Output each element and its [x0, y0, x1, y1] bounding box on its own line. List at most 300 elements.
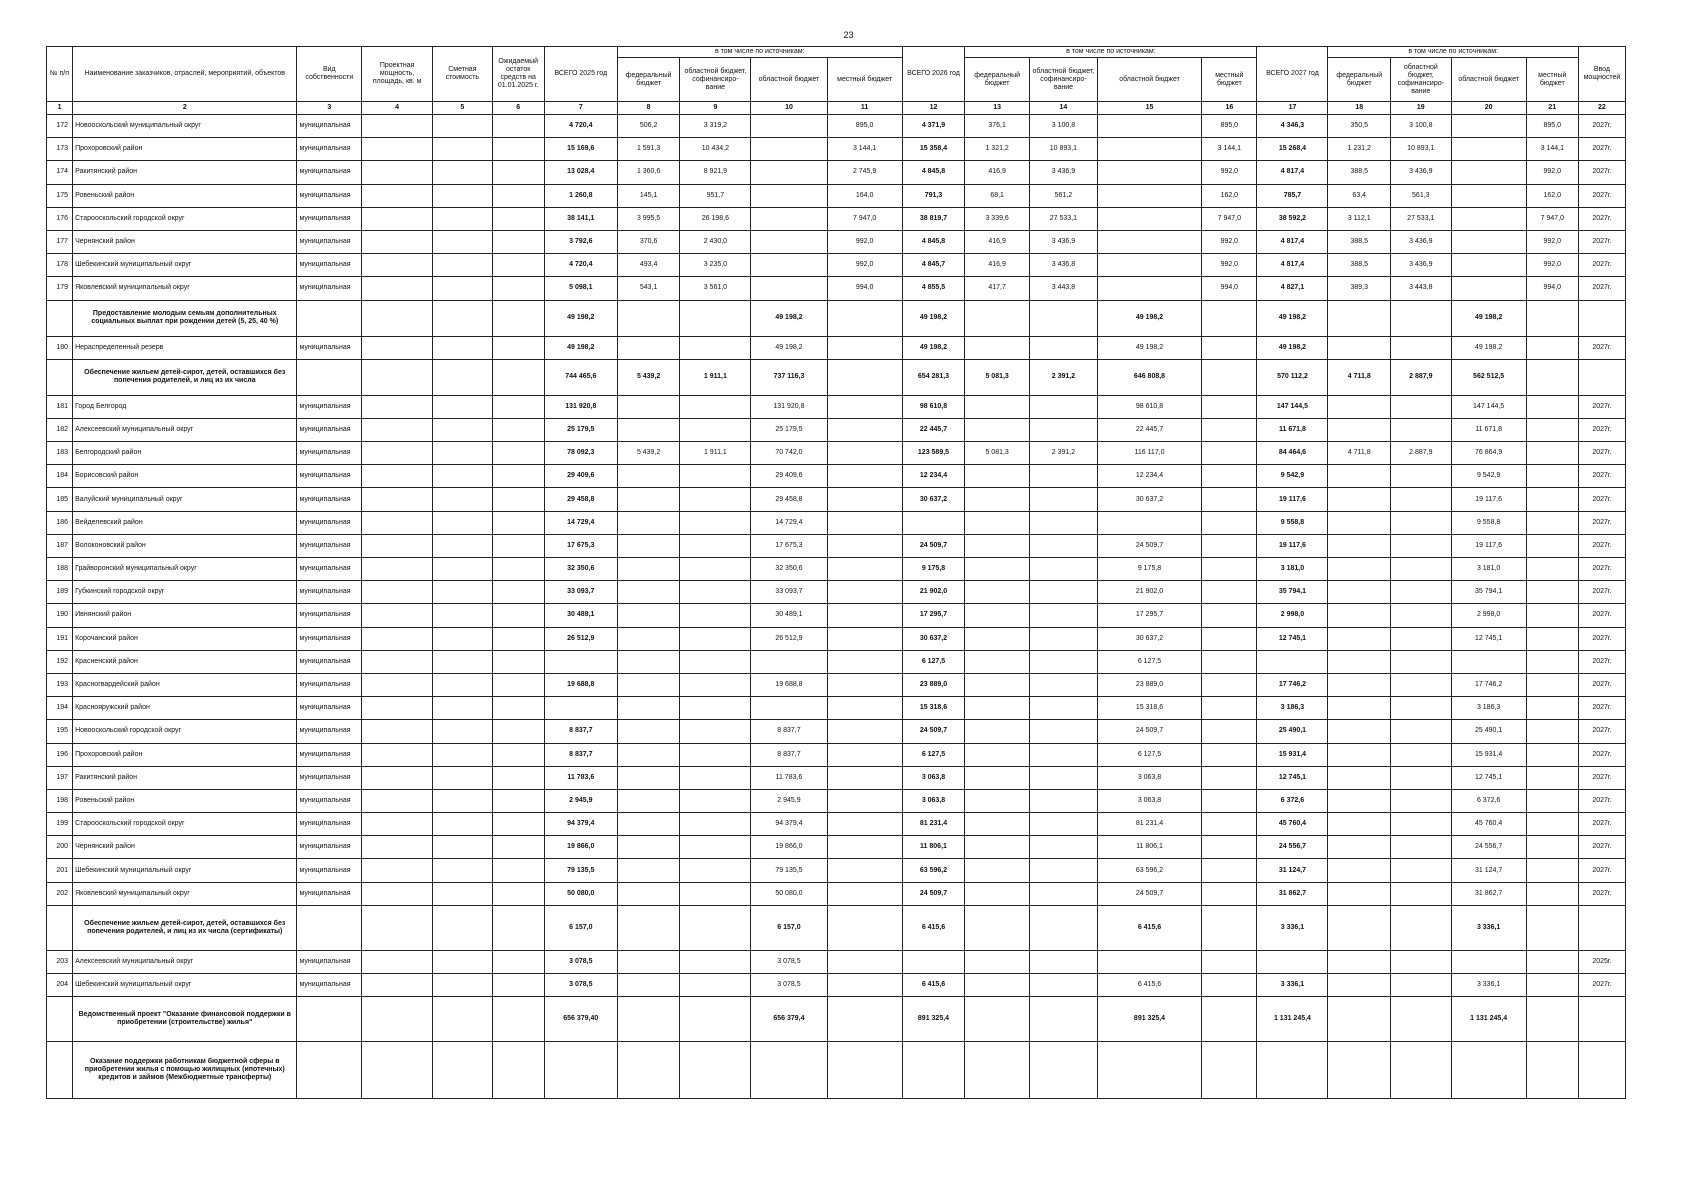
- row-number: 202: [47, 882, 73, 905]
- row-name: Валуйский муниципальный округ: [73, 488, 297, 511]
- commission-year-cell: 2027г.: [1578, 138, 1625, 161]
- row-number: 198: [47, 789, 73, 812]
- regional-2026-cell: 646 808,8: [1097, 359, 1201, 395]
- table-row: [47, 581, 1626, 604]
- row-name: Яковлевский муниципальный округ: [73, 277, 297, 300]
- row-name: Старооскольский городской округ: [73, 207, 297, 230]
- header-remainder: Ожидаемый остаток средств на 01.01.2025 г.: [492, 47, 544, 102]
- commission-year-cell: [1578, 997, 1625, 1042]
- federal-2027-cell: [1328, 336, 1391, 359]
- table-row: [47, 184, 1626, 207]
- row-ownership: муниципальная: [297, 395, 362, 418]
- estimate-cell: [433, 905, 492, 950]
- row-name: Ракитянский район: [73, 161, 297, 184]
- row-name: Предоставление молодым семьям дополнительных социальных выплат при рождении детей (5, 25, 40 %): [73, 300, 297, 336]
- capacity-cell: [362, 859, 433, 882]
- row-ownership: муниципальная: [297, 115, 362, 138]
- total-2027-cell: 4 817,4: [1257, 161, 1328, 184]
- regional-2027-cell: [1451, 184, 1526, 207]
- total-2025-cell: 50 080,0: [544, 882, 617, 905]
- header-local-2025: местный бюджет: [827, 58, 902, 102]
- row-number: 178: [47, 254, 73, 277]
- total-2025-cell: 4 720,4: [544, 254, 617, 277]
- federal-2026-cell: [965, 511, 1030, 534]
- regional-2027-cell: 11 671,8: [1451, 418, 1526, 441]
- row-number: 180: [47, 336, 73, 359]
- total-2026-cell: 654 281,3: [902, 359, 965, 395]
- estimate-cell: [433, 161, 492, 184]
- row-number: [47, 905, 73, 950]
- cofin-2027-cell: [1391, 950, 1452, 973]
- estimate-cell: [433, 604, 492, 627]
- header-regional-2027: областной бюджет: [1451, 58, 1526, 102]
- remainder-cell: [492, 950, 544, 973]
- total-2026-cell: 6 127,5: [902, 650, 965, 673]
- row-name: Ивнянский район: [73, 604, 297, 627]
- estimate-cell: [433, 138, 492, 161]
- cofin-2025-cell: 3 561,0: [680, 277, 751, 300]
- regional-2025-cell: [751, 138, 827, 161]
- local-2026-cell: [1202, 511, 1257, 534]
- row-ownership: муниципальная: [297, 743, 362, 766]
- total-2026-cell: 49 198,2: [902, 300, 965, 336]
- estimate-cell: [433, 950, 492, 973]
- local-2025-cell: [827, 789, 902, 812]
- total-2026-cell: 3 063,8: [902, 789, 965, 812]
- estimate-cell: [433, 673, 492, 696]
- cofin-2025-cell: [680, 488, 751, 511]
- total-2026-cell: 23 889,0: [902, 673, 965, 696]
- total-2025-cell: 6 157,0: [544, 905, 617, 950]
- total-2027-cell: 4 827,1: [1257, 277, 1328, 300]
- federal-2025-cell: 145,1: [617, 184, 680, 207]
- estimate-cell: [433, 720, 492, 743]
- local-2026-cell: [1202, 300, 1257, 336]
- estimate-cell: [433, 558, 492, 581]
- local-2026-cell: 994,0: [1202, 277, 1257, 300]
- regional-2026-cell: 49 198,2: [1097, 336, 1201, 359]
- cofin-2027-cell: [1391, 882, 1452, 905]
- remainder-cell: [492, 418, 544, 441]
- commission-year-cell: 2027г.: [1578, 161, 1625, 184]
- local-2025-cell: 2 745,9: [827, 161, 902, 184]
- remainder-cell: [492, 558, 544, 581]
- row-ownership: муниципальная: [297, 336, 362, 359]
- federal-2027-cell: [1328, 300, 1391, 336]
- commission-year-cell: 2027г.: [1578, 581, 1625, 604]
- local-2026-cell: [1202, 882, 1257, 905]
- total-2025-cell: 19 866,0: [544, 836, 617, 859]
- federal-2027-cell: [1328, 511, 1391, 534]
- total-2026-cell: 891 325,4: [902, 997, 965, 1042]
- federal-2026-cell: [965, 418, 1030, 441]
- table-row: [47, 743, 1626, 766]
- cofin-2026-cell: [1030, 974, 1098, 997]
- cofin-2025-cell: [680, 395, 751, 418]
- row-ownership: муниципальная: [297, 442, 362, 465]
- regional-2025-cell: [751, 115, 827, 138]
- remainder-cell: [492, 442, 544, 465]
- cofin-2027-cell: [1391, 673, 1452, 696]
- federal-2025-cell: [617, 488, 680, 511]
- total-2027-cell: 9 558,8: [1257, 511, 1328, 534]
- row-number: 204: [47, 974, 73, 997]
- header-commission: Ввод мощностей: [1578, 47, 1625, 102]
- table-row: [47, 277, 1626, 300]
- regional-2026-cell: 98 610,8: [1097, 395, 1201, 418]
- regional-2026-cell: 63 596,2: [1097, 859, 1201, 882]
- total-2027-cell: 84 464,6: [1257, 442, 1328, 465]
- capacity-cell: [362, 207, 433, 230]
- row-ownership: муниципальная: [297, 882, 362, 905]
- cofin-2026-cell: [1030, 604, 1098, 627]
- remainder-cell: [492, 627, 544, 650]
- federal-2026-cell: [965, 974, 1030, 997]
- local-2027-cell: [1526, 743, 1578, 766]
- row-name: Шебекинский муниципальный округ: [73, 859, 297, 882]
- cofin-2025-cell: [680, 974, 751, 997]
- estimate-cell: [433, 442, 492, 465]
- total-2027-cell: 4 346,3: [1257, 115, 1328, 138]
- cofin-2025-cell: [680, 950, 751, 973]
- row-number: 174: [47, 161, 73, 184]
- total-2025-cell: 14 729,4: [544, 511, 617, 534]
- federal-2025-cell: [617, 558, 680, 581]
- remainder-cell: [492, 254, 544, 277]
- row-ownership: [297, 905, 362, 950]
- commission-year-cell: 2027г.: [1578, 465, 1625, 488]
- regional-2027-cell: 25 490,1: [1451, 720, 1526, 743]
- regional-2026-cell: [1097, 1042, 1201, 1099]
- regional-2026-cell: 15 318,6: [1097, 697, 1201, 720]
- federal-2027-cell: 350,5: [1328, 115, 1391, 138]
- row-name: Краснояружский район: [73, 697, 297, 720]
- regional-2027-cell: 12 745,1: [1451, 627, 1526, 650]
- cofin-2027-cell: [1391, 300, 1452, 336]
- section-row: [47, 997, 1626, 1042]
- regional-2026-cell: 11 806,1: [1097, 836, 1201, 859]
- regional-2027-cell: 562 512,5: [1451, 359, 1526, 395]
- row-ownership: муниципальная: [297, 836, 362, 859]
- total-2025-cell: 1 260,8: [544, 184, 617, 207]
- cofin-2025-cell: [680, 336, 751, 359]
- row-name: Ракитянский район: [73, 766, 297, 789]
- regional-2025-cell: [751, 650, 827, 673]
- local-2026-cell: [1202, 859, 1257, 882]
- section-row: [47, 359, 1626, 395]
- federal-2026-cell: 416,9: [965, 254, 1030, 277]
- cofin-2025-cell: [680, 697, 751, 720]
- cofin-2026-cell: 2 391,2: [1030, 359, 1098, 395]
- federal-2026-cell: [965, 789, 1030, 812]
- estimate-cell: [433, 488, 492, 511]
- column-number: 14: [1030, 102, 1098, 115]
- total-2027-cell: 24 556,7: [1257, 836, 1328, 859]
- row-ownership: муниципальная: [297, 789, 362, 812]
- cofin-2027-cell: 3 443,8: [1391, 277, 1452, 300]
- total-2026-cell: 791,3: [902, 184, 965, 207]
- capacity-cell: [362, 836, 433, 859]
- table-row: [47, 230, 1626, 253]
- federal-2026-cell: [965, 997, 1030, 1042]
- row-ownership: муниципальная: [297, 161, 362, 184]
- commission-year-cell: 2027г.: [1578, 534, 1625, 557]
- cofin-2027-cell: [1391, 697, 1452, 720]
- cofin-2027-cell: 3 436,9: [1391, 161, 1452, 184]
- federal-2026-cell: [965, 882, 1030, 905]
- local-2026-cell: [1202, 465, 1257, 488]
- commission-year-cell: 2027г.: [1578, 336, 1625, 359]
- row-number: 197: [47, 766, 73, 789]
- federal-2027-cell: 388,5: [1328, 254, 1391, 277]
- header-local-2027: местный бюджет: [1526, 58, 1578, 102]
- cofin-2026-cell: 27 533,1: [1030, 207, 1098, 230]
- table-row: [47, 836, 1626, 859]
- federal-2027-cell: [1328, 882, 1391, 905]
- local-2025-cell: [827, 511, 902, 534]
- local-2027-cell: 895,0: [1526, 115, 1578, 138]
- cofin-2027-cell: [1391, 813, 1452, 836]
- capacity-cell: [362, 300, 433, 336]
- table-row: [47, 673, 1626, 696]
- total-2026-cell: 4 845,7: [902, 254, 965, 277]
- capacity-cell: [362, 161, 433, 184]
- cofin-2027-cell: [1391, 905, 1452, 950]
- row-name: Чернянский район: [73, 836, 297, 859]
- column-number: 19: [1391, 102, 1452, 115]
- federal-2027-cell: [1328, 766, 1391, 789]
- cofin-2026-cell: [1030, 997, 1098, 1042]
- remainder-cell: [492, 720, 544, 743]
- federal-2025-cell: [617, 813, 680, 836]
- federal-2026-cell: 376,1: [965, 115, 1030, 138]
- regional-2025-cell: 50 080,0: [751, 882, 827, 905]
- cofin-2026-cell: [1030, 581, 1098, 604]
- commission-year-cell: 2027г.: [1578, 254, 1625, 277]
- row-name: Красногвардейский район: [73, 673, 297, 696]
- cofin-2025-cell: [680, 418, 751, 441]
- row-ownership: муниципальная: [297, 534, 362, 557]
- commission-year-cell: 2027г.: [1578, 673, 1625, 696]
- federal-2026-cell: [965, 859, 1030, 882]
- row-name: Алексеевский муниципальный округ: [73, 950, 297, 973]
- federal-2025-cell: [617, 836, 680, 859]
- local-2025-cell: 992,0: [827, 254, 902, 277]
- table-row: [47, 115, 1626, 138]
- regional-2026-cell: 30 637,2: [1097, 627, 1201, 650]
- total-2027-cell: 17 746,2: [1257, 673, 1328, 696]
- regional-2027-cell: 3 181,0: [1451, 558, 1526, 581]
- row-number: 187: [47, 534, 73, 557]
- total-2025-cell: 131 920,8: [544, 395, 617, 418]
- commission-year-cell: 2027г.: [1578, 442, 1625, 465]
- commission-year-cell: 2027г.: [1578, 418, 1625, 441]
- local-2026-cell: [1202, 336, 1257, 359]
- regional-2027-cell: 12 745,1: [1451, 766, 1526, 789]
- federal-2026-cell: [965, 534, 1030, 557]
- row-name: Губкинский городской округ: [73, 581, 297, 604]
- local-2027-cell: [1526, 442, 1578, 465]
- table-row: [47, 488, 1626, 511]
- local-2026-cell: 992,0: [1202, 161, 1257, 184]
- federal-2025-cell: [617, 604, 680, 627]
- regional-2027-cell: [1451, 650, 1526, 673]
- federal-2025-cell: [617, 511, 680, 534]
- regional-2026-cell: 24 509,7: [1097, 720, 1201, 743]
- total-2026-cell: 24 509,7: [902, 534, 965, 557]
- remainder-cell: [492, 836, 544, 859]
- cofin-2026-cell: 10 893,1: [1030, 138, 1098, 161]
- federal-2027-cell: [1328, 534, 1391, 557]
- total-2027-cell: 25 490,1: [1257, 720, 1328, 743]
- total-2027-cell: 31 862,7: [1257, 882, 1328, 905]
- cofin-2026-cell: [1030, 813, 1098, 836]
- local-2025-cell: 3 144,1: [827, 138, 902, 161]
- table-row: [47, 950, 1626, 973]
- row-ownership: муниципальная: [297, 673, 362, 696]
- regional-2026-cell: 3 063,8: [1097, 789, 1201, 812]
- remainder-cell: [492, 488, 544, 511]
- federal-2025-cell: [617, 789, 680, 812]
- federal-2026-cell: [965, 300, 1030, 336]
- cofin-2027-cell: [1391, 604, 1452, 627]
- row-name: Прохоровский район: [73, 743, 297, 766]
- federal-2025-cell: 5 439,2: [617, 359, 680, 395]
- commission-year-cell: [1578, 359, 1625, 395]
- capacity-cell: [362, 673, 433, 696]
- row-ownership: муниципальная: [297, 230, 362, 253]
- regional-2027-cell: 2 998,0: [1451, 604, 1526, 627]
- cofin-2025-cell: [680, 604, 751, 627]
- federal-2027-cell: [1328, 558, 1391, 581]
- table-row: [47, 511, 1626, 534]
- header-no: № п/п: [47, 47, 73, 102]
- capacity-cell: [362, 997, 433, 1042]
- federal-2025-cell: [617, 650, 680, 673]
- local-2026-cell: [1202, 950, 1257, 973]
- total-2026-cell: 4 371,9: [902, 115, 965, 138]
- table-row: [47, 558, 1626, 581]
- local-2025-cell: 895,0: [827, 115, 902, 138]
- regional-2027-cell: 35 794,1: [1451, 581, 1526, 604]
- remainder-cell: [492, 138, 544, 161]
- regional-2025-cell: 14 729,4: [751, 511, 827, 534]
- cofin-2025-cell: 8 921,9: [680, 161, 751, 184]
- cofin-2026-cell: 3 443,8: [1030, 277, 1098, 300]
- regional-2025-cell: 79 135,5: [751, 859, 827, 882]
- total-2027-cell: 3 336,1: [1257, 974, 1328, 997]
- estimate-cell: [433, 997, 492, 1042]
- cofin-2026-cell: [1030, 336, 1098, 359]
- local-2026-cell: [1202, 627, 1257, 650]
- total-2026-cell: 6 415,6: [902, 974, 965, 997]
- cofin-2025-cell: [680, 581, 751, 604]
- total-2025-cell: 5 098,1: [544, 277, 617, 300]
- regional-2025-cell: [751, 184, 827, 207]
- total-2025-cell: 33 093,7: [544, 581, 617, 604]
- regional-2027-cell: 147 144,5: [1451, 395, 1526, 418]
- local-2026-cell: [1202, 604, 1257, 627]
- regional-2027-cell: 3 186,3: [1451, 697, 1526, 720]
- total-2026-cell: 15 318,6: [902, 697, 965, 720]
- column-number: 12: [902, 102, 965, 115]
- total-2027-cell: 12 745,1: [1257, 766, 1328, 789]
- commission-year-cell: 2027г.: [1578, 882, 1625, 905]
- local-2025-cell: [827, 766, 902, 789]
- estimate-cell: [433, 511, 492, 534]
- local-2027-cell: [1526, 1042, 1578, 1099]
- regional-2026-cell: [1097, 138, 1201, 161]
- local-2025-cell: [827, 673, 902, 696]
- total-2025-cell: 11 783,6: [544, 766, 617, 789]
- federal-2025-cell: [617, 673, 680, 696]
- estimate-cell: [433, 859, 492, 882]
- table-row: [47, 395, 1626, 418]
- regional-2026-cell: 116 117,0: [1097, 442, 1201, 465]
- regional-2025-cell: [751, 254, 827, 277]
- commission-year-cell: 2027г.: [1578, 277, 1625, 300]
- cofin-2025-cell: [680, 997, 751, 1042]
- total-2025-cell: 25 179,5: [544, 418, 617, 441]
- regional-2025-cell: 8 837,7: [751, 720, 827, 743]
- federal-2025-cell: [617, 300, 680, 336]
- regional-2026-cell: 24 509,7: [1097, 534, 1201, 557]
- regional-2027-cell: [1451, 230, 1526, 253]
- total-2025-cell: 17 675,3: [544, 534, 617, 557]
- cofin-2026-cell: [1030, 300, 1098, 336]
- total-2025-cell: 38 141,1: [544, 207, 617, 230]
- estimate-cell: [433, 766, 492, 789]
- row-name: Новооскольский городской округ: [73, 720, 297, 743]
- row-name: Прохоровский район: [73, 138, 297, 161]
- local-2025-cell: [827, 558, 902, 581]
- commission-year-cell: 2027г.: [1578, 836, 1625, 859]
- estimate-cell: [433, 697, 492, 720]
- federal-2026-cell: [965, 604, 1030, 627]
- row-number: 194: [47, 697, 73, 720]
- row-name: Ровеньский район: [73, 789, 297, 812]
- regional-2026-cell: 6 415,6: [1097, 974, 1201, 997]
- local-2026-cell: [1202, 697, 1257, 720]
- table-row: [47, 697, 1626, 720]
- header-local-2026: местный бюджет: [1202, 58, 1257, 102]
- capacity-cell: [362, 882, 433, 905]
- cofin-2025-cell: 3 319,2: [680, 115, 751, 138]
- federal-2027-cell: [1328, 395, 1391, 418]
- cofin-2025-cell: [680, 300, 751, 336]
- row-number: 184: [47, 465, 73, 488]
- local-2026-cell: [1202, 534, 1257, 557]
- federal-2027-cell: [1328, 720, 1391, 743]
- total-2025-cell: 94 379,4: [544, 813, 617, 836]
- regional-2027-cell: 1 131 245,4: [1451, 997, 1526, 1042]
- regional-2026-cell: 21 902,0: [1097, 581, 1201, 604]
- local-2026-cell: [1202, 650, 1257, 673]
- remainder-cell: [492, 277, 544, 300]
- column-number: 7: [544, 102, 617, 115]
- row-ownership: муниципальная: [297, 766, 362, 789]
- regional-2027-cell: 76 864,9: [1451, 442, 1526, 465]
- total-2027-cell: 4 817,4: [1257, 230, 1328, 253]
- local-2025-cell: [827, 859, 902, 882]
- table-row: [47, 766, 1626, 789]
- federal-2027-cell: 1 231,2: [1328, 138, 1391, 161]
- table-row: [47, 442, 1626, 465]
- capacity-cell: [362, 743, 433, 766]
- header-sources-2026: в том числе по источникам:: [965, 47, 1257, 58]
- cofin-2025-cell: [680, 789, 751, 812]
- total-2025-cell: 78 092,3: [544, 442, 617, 465]
